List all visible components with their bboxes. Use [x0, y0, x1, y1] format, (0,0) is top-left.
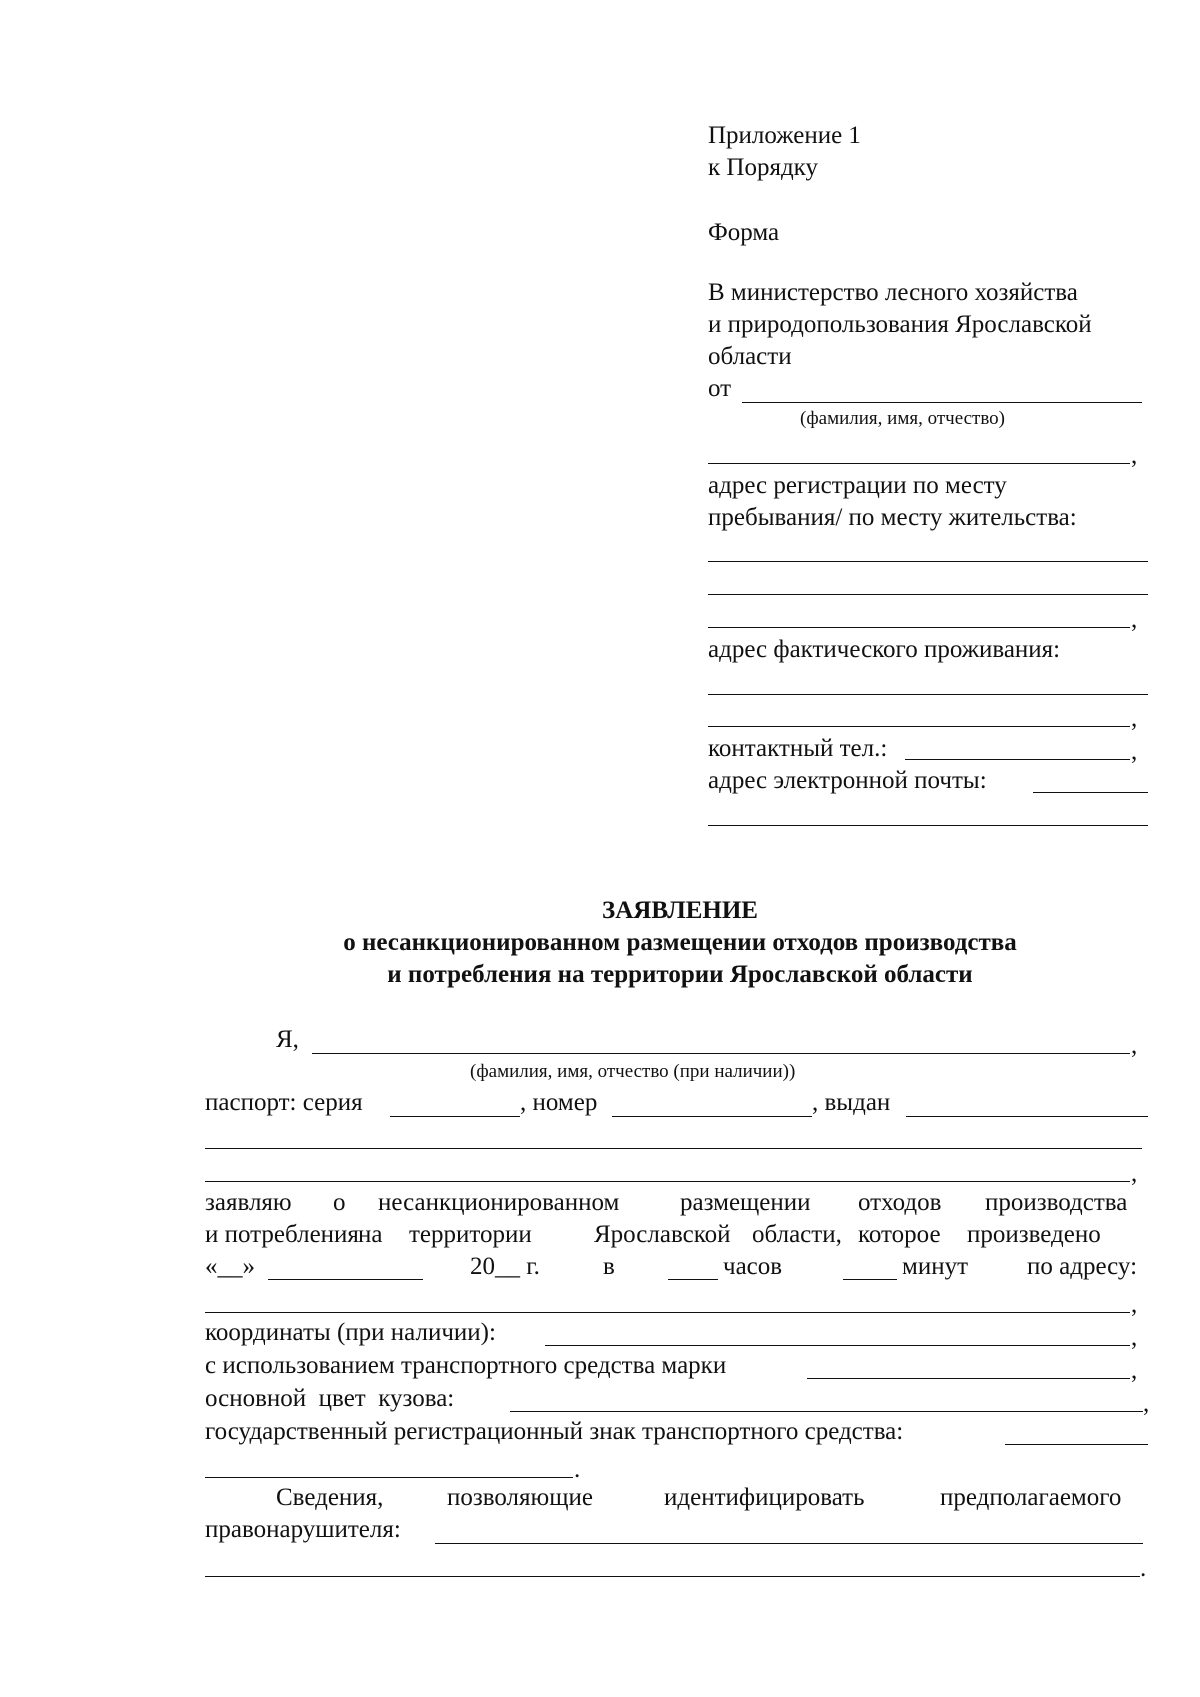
offender-field[interactable] — [435, 1543, 1143, 1544]
comma: , — [1131, 1160, 1138, 1187]
declarant-name-field[interactable] — [312, 1053, 1130, 1054]
passport-issued-field[interactable] — [906, 1116, 1148, 1117]
plate-field[interactable] — [1005, 1444, 1148, 1445]
comma: , — [1131, 738, 1138, 765]
document-subtitle-2: и потребления на территории Ярославской области — [387, 961, 973, 988]
hours-field[interactable] — [668, 1279, 718, 1280]
declare-word-2: о — [333, 1189, 346, 1216]
comma: , — [1131, 1357, 1138, 1384]
reg-address-field-2[interactable] — [708, 594, 1148, 595]
info-word-2: позволяющие — [447, 1484, 593, 1511]
month-field[interactable] — [268, 1279, 423, 1280]
offender-label: правонарушителя: — [205, 1516, 401, 1543]
actual-address-field-1[interactable] — [708, 694, 1148, 695]
plate-label: государственный регистрационный знак транспортного средства: — [205, 1418, 904, 1445]
comma: , — [1131, 1032, 1138, 1059]
actual-address-label: адрес фактического проживания: — [708, 636, 1061, 663]
hours-label: часов — [723, 1253, 783, 1280]
info-word-3: идентифицировать — [664, 1484, 865, 1511]
passport-issued-field-2[interactable] — [205, 1148, 1142, 1149]
consumption-word-4: Ярославской — [594, 1221, 731, 1248]
comma: , — [1143, 1390, 1150, 1417]
declare-word-1: заявляю — [205, 1189, 292, 1216]
passport-series-field[interactable] — [390, 1116, 520, 1117]
comma: , — [1131, 1291, 1138, 1318]
addressee-line-3: области — [708, 343, 792, 370]
consumption-word-5: области, — [752, 1221, 842, 1248]
body-color-field[interactable] — [510, 1411, 1143, 1412]
consumption-word-7: произведено — [967, 1221, 1101, 1248]
from-label: от — [708, 375, 732, 402]
at-label: в — [603, 1253, 615, 1280]
info-word-4: предполагаемого — [940, 1484, 1122, 1511]
order-reference: к Порядку — [708, 154, 818, 181]
document-title: ЗАЯВЛЕНИЕ — [602, 897, 758, 924]
at-address-label: по адресу: — [1027, 1253, 1138, 1280]
offender-field-2[interactable] — [205, 1576, 1140, 1577]
comma: , — [1131, 606, 1138, 633]
consumption-word-2: на — [358, 1221, 383, 1248]
consumption-word-3: территории — [409, 1221, 532, 1248]
minutes-label: минут — [902, 1253, 969, 1280]
reg-address-label-2: пребывания/ по месту жительства: — [708, 504, 1077, 531]
applicant-name-field[interactable] — [742, 402, 1142, 403]
comma: , — [1131, 705, 1138, 732]
vehicle-brand-label: с использованием транспортного средства марки — [205, 1352, 727, 1379]
phone-field[interactable] — [905, 759, 1130, 760]
email-field[interactable] — [1033, 792, 1148, 793]
phone-label: контактный тел.: — [708, 735, 888, 762]
applicant-name-field-2[interactable] — [708, 463, 1130, 464]
period: . — [574, 1456, 581, 1483]
passport-issued-label: , выдан — [812, 1089, 891, 1116]
appendix-label: Приложение 1 — [708, 122, 861, 149]
reg-address-field-1[interactable] — [708, 561, 1148, 562]
consumption-word-6: которое — [858, 1221, 941, 1248]
day-field[interactable]: «__» — [205, 1253, 255, 1280]
form-label: Форма — [708, 219, 780, 246]
period: . — [1140, 1555, 1147, 1582]
declare-word-4: размещении — [680, 1189, 811, 1216]
comma: , — [1131, 442, 1138, 469]
passport-series-label: паспорт: серия — [205, 1089, 363, 1116]
year-field[interactable]: 20__ г. — [470, 1253, 540, 1280]
comma: , — [1131, 1324, 1138, 1351]
plate-field-2[interactable] — [205, 1477, 573, 1478]
actual-address-field-2[interactable] — [708, 726, 1130, 727]
info-word-1: Сведения, — [276, 1484, 384, 1511]
coordinates-label: координаты (при наличии): — [205, 1319, 496, 1346]
place-address-field[interactable] — [205, 1312, 1130, 1313]
minutes-field[interactable] — [843, 1279, 897, 1280]
coordinates-field[interactable] — [545, 1345, 1130, 1346]
addressee-line-1: В министерство лесного хозяйства — [708, 279, 1078, 306]
reg-address-field-3[interactable] — [708, 627, 1130, 628]
email-label: адрес электронной почты: — [708, 767, 987, 794]
declare-word-6: производства — [985, 1189, 1128, 1216]
passport-number-label: , номер — [520, 1089, 598, 1116]
declarant-name-hint: (фамилия, имя, отчество (при наличии)) — [470, 1061, 796, 1082]
passport-issued-field-3[interactable] — [205, 1181, 1130, 1182]
declare-word-3: несанкционированном — [378, 1189, 620, 1216]
i-label: Я, — [276, 1026, 299, 1053]
document-subtitle-1: о несанкционированном размещении отходов производства — [343, 929, 1017, 956]
vehicle-brand-field[interactable] — [807, 1378, 1130, 1379]
declare-word-5: отходов — [858, 1189, 942, 1216]
email-field-2[interactable] — [708, 825, 1148, 826]
consumption-word-1: и потребления — [205, 1221, 359, 1248]
addressee-line-2: и природопользования Ярославской — [708, 311, 1092, 338]
applicant-name-hint: (фамилия, имя, отчество) — [800, 408, 1006, 429]
reg-address-label-1: адрес регистрации по месту — [708, 472, 1007, 499]
body-color-label: основной цвет кузова: — [205, 1385, 455, 1412]
passport-number-field[interactable] — [612, 1116, 812, 1117]
